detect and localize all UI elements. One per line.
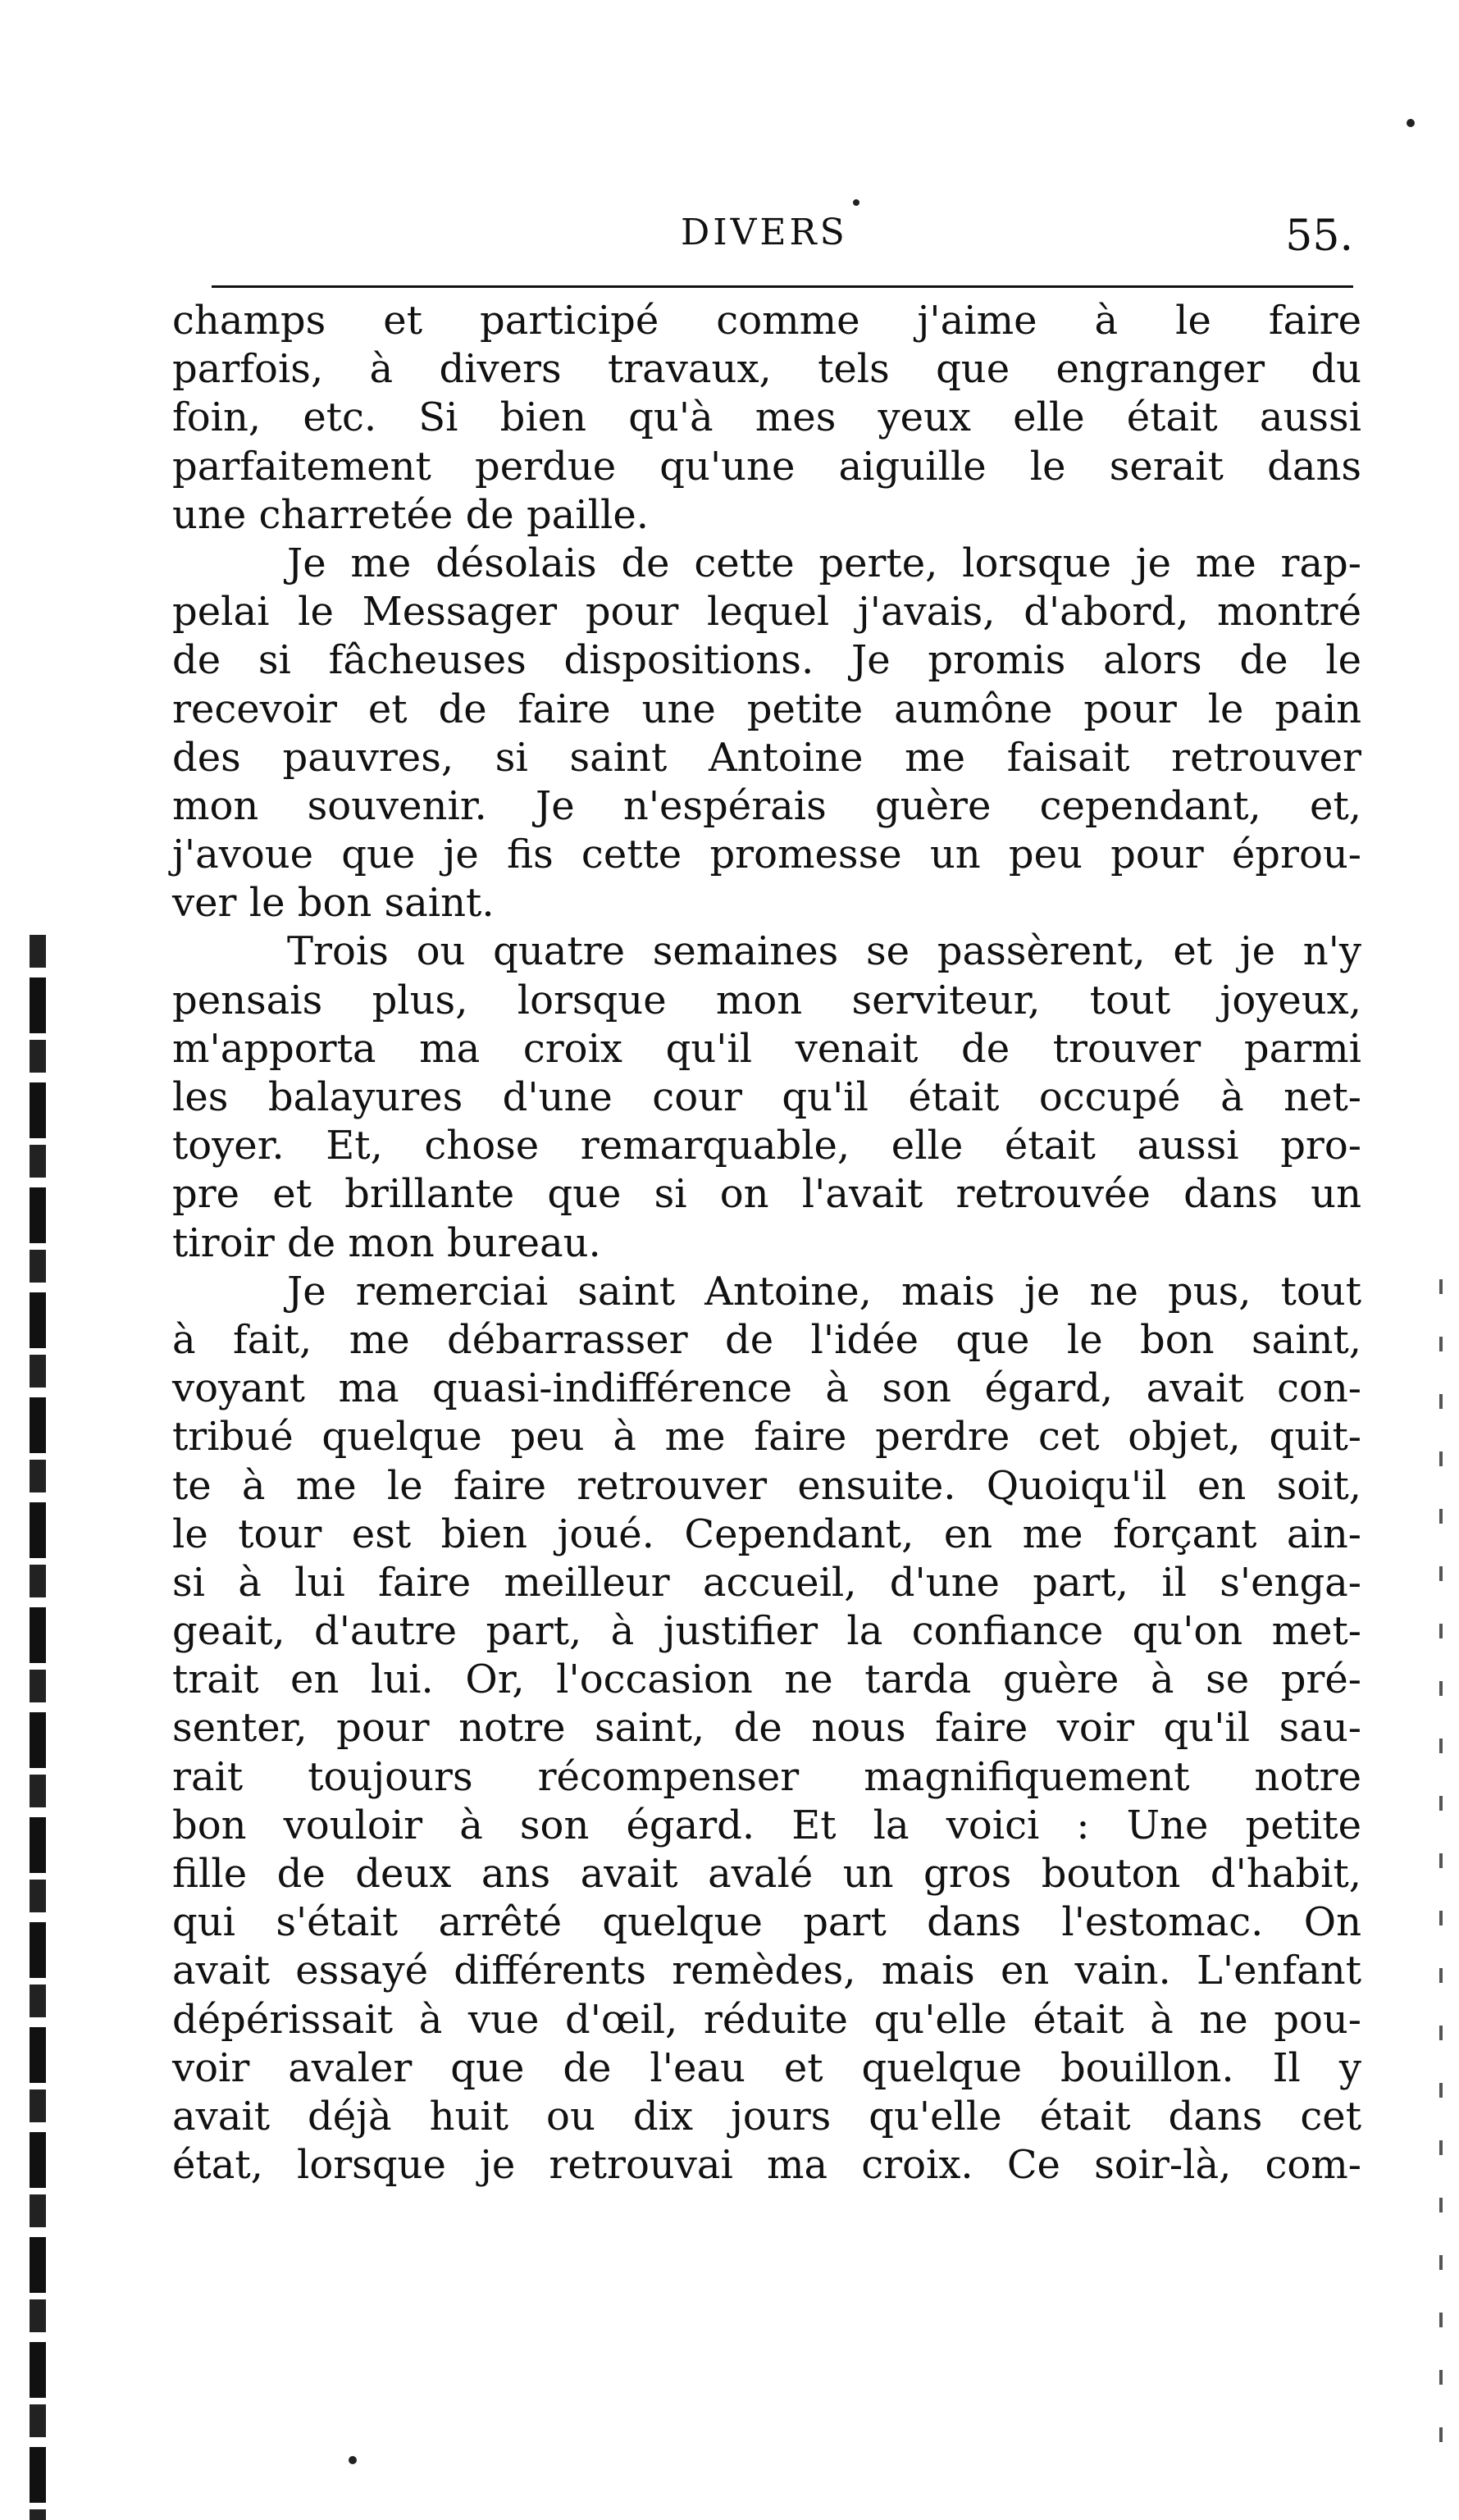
running-title: DIVERS [681, 212, 848, 253]
text-line: geait, d'autre part, à justifier la confiance qu'on met- [172, 1608, 1361, 1655]
text-line: qui s'était arrêté quelque part dans l'estomac. On [172, 1899, 1361, 1946]
text-line: tiroir de mon bureau. [172, 1219, 601, 1266]
ink-speck [349, 2456, 357, 2464]
binding-edge [30, 935, 46, 2520]
text-line: de si fâcheuses dispositions. Je promis alors de le [172, 637, 1361, 684]
running-head [176, 212, 1353, 269]
text-line: Trois ou quatre semaines se passèrent, et je n'y [287, 928, 1361, 975]
text-line: senter, pour notre saint, de nous faire voir qu'il sau- [172, 1705, 1361, 1752]
body-text [172, 297, 1361, 2190]
ink-speck [1407, 119, 1415, 127]
text-line: m'apporta ma croix qu'il venait de trouver parmi [172, 1025, 1361, 1072]
text-line: des pauvres, si saint Antoine me faisait retrouver [172, 734, 1361, 781]
text-line: Je remerciai saint Antoine, mais je ne pus, tout [287, 1268, 1361, 1315]
text-line: si à lui faire meilleur accueil, d'une part, il s'enga- [172, 1559, 1361, 1606]
text-line: pelai le Messager pour lequel j'avais, d'abord, montré [172, 589, 1361, 636]
text-line: le tour est bien joué. Cependant, en me forçant ain- [172, 1511, 1361, 1557]
text-line: ver le bon saint. [172, 880, 495, 927]
text-line: dépérissait à vue d'œil, réduite qu'elle était à ne pou- [172, 1996, 1361, 2043]
text-line: état, lorsque je retrouvai ma croix. Ce soir-là, com- [172, 2142, 1361, 2189]
text-line: fille de deux ans avait avalé un gros bouton d'habit, [172, 1851, 1361, 1897]
text-line: bon vouloir à son égard. Et la voici : Une petite [172, 1802, 1361, 1848]
ink-speck [853, 199, 859, 206]
text-line: Je me désolais de cette perte, lorsque je me rap- [287, 540, 1361, 586]
text-line: les balayures d'une cour qu'il était occupé à net- [172, 1074, 1361, 1120]
text-line: pensais plus, lorsque mon serviteur, tout joyeux, [172, 977, 1361, 1023]
text-line: pre et brillante que si on l'avait retrouvée dans un [172, 1171, 1361, 1218]
text-line: champs et participé comme j'aime à le faire [172, 298, 1361, 344]
text-line: à fait, me débarrasser de l'idée que le bon saint, [172, 1316, 1361, 1363]
text-line: voyant ma quasi-indifférence à son égard, avait con- [172, 1365, 1361, 1412]
page-number: 55. [1285, 212, 1353, 261]
text-line: avait essayé différents remèdes, mais en vain. L'enfant [172, 1948, 1361, 1994]
text-line: voir avaler que de l'eau et quelque bouillon. Il y [172, 2044, 1361, 2091]
text-line: avait déjà huit ou dix jours qu'elle était dans cet [172, 2093, 1361, 2139]
text-line: tribué quelque peu à me faire perdre cet objet, quit- [172, 1414, 1361, 1461]
margin-marks [1439, 1279, 1443, 2444]
text-line: mon souvenir. Je n'espérais guère cependant, et, [172, 782, 1361, 829]
header-rule [212, 285, 1353, 288]
text-line: une charretée de paille. [172, 491, 650, 538]
text-line: parfois, à divers travaux, tels que engranger du [172, 346, 1361, 393]
text-line: trait en lui. Or, l'occasion ne tarda guère à se pré- [172, 1656, 1361, 1703]
text-line: foin, etc. Si bien qu'à mes yeux elle était aussi [172, 394, 1361, 441]
text-line: j'avoue que je fis cette promesse un peu pour éprou- [172, 832, 1361, 878]
text-line: rait toujours récompenser magnifiquement notre [172, 1753, 1361, 1800]
text-line: toyer. Et, chose remarquable, elle était aussi pro- [172, 1123, 1361, 1169]
text-line: te à me le faire retrouver ensuite. Quoiqu'il en soit, [172, 1462, 1361, 1509]
text-line: parfaitement perdue qu'une aiguille le serait dans [172, 443, 1361, 490]
text-line: recevoir et de faire une petite aumône pour le pain [172, 686, 1361, 732]
